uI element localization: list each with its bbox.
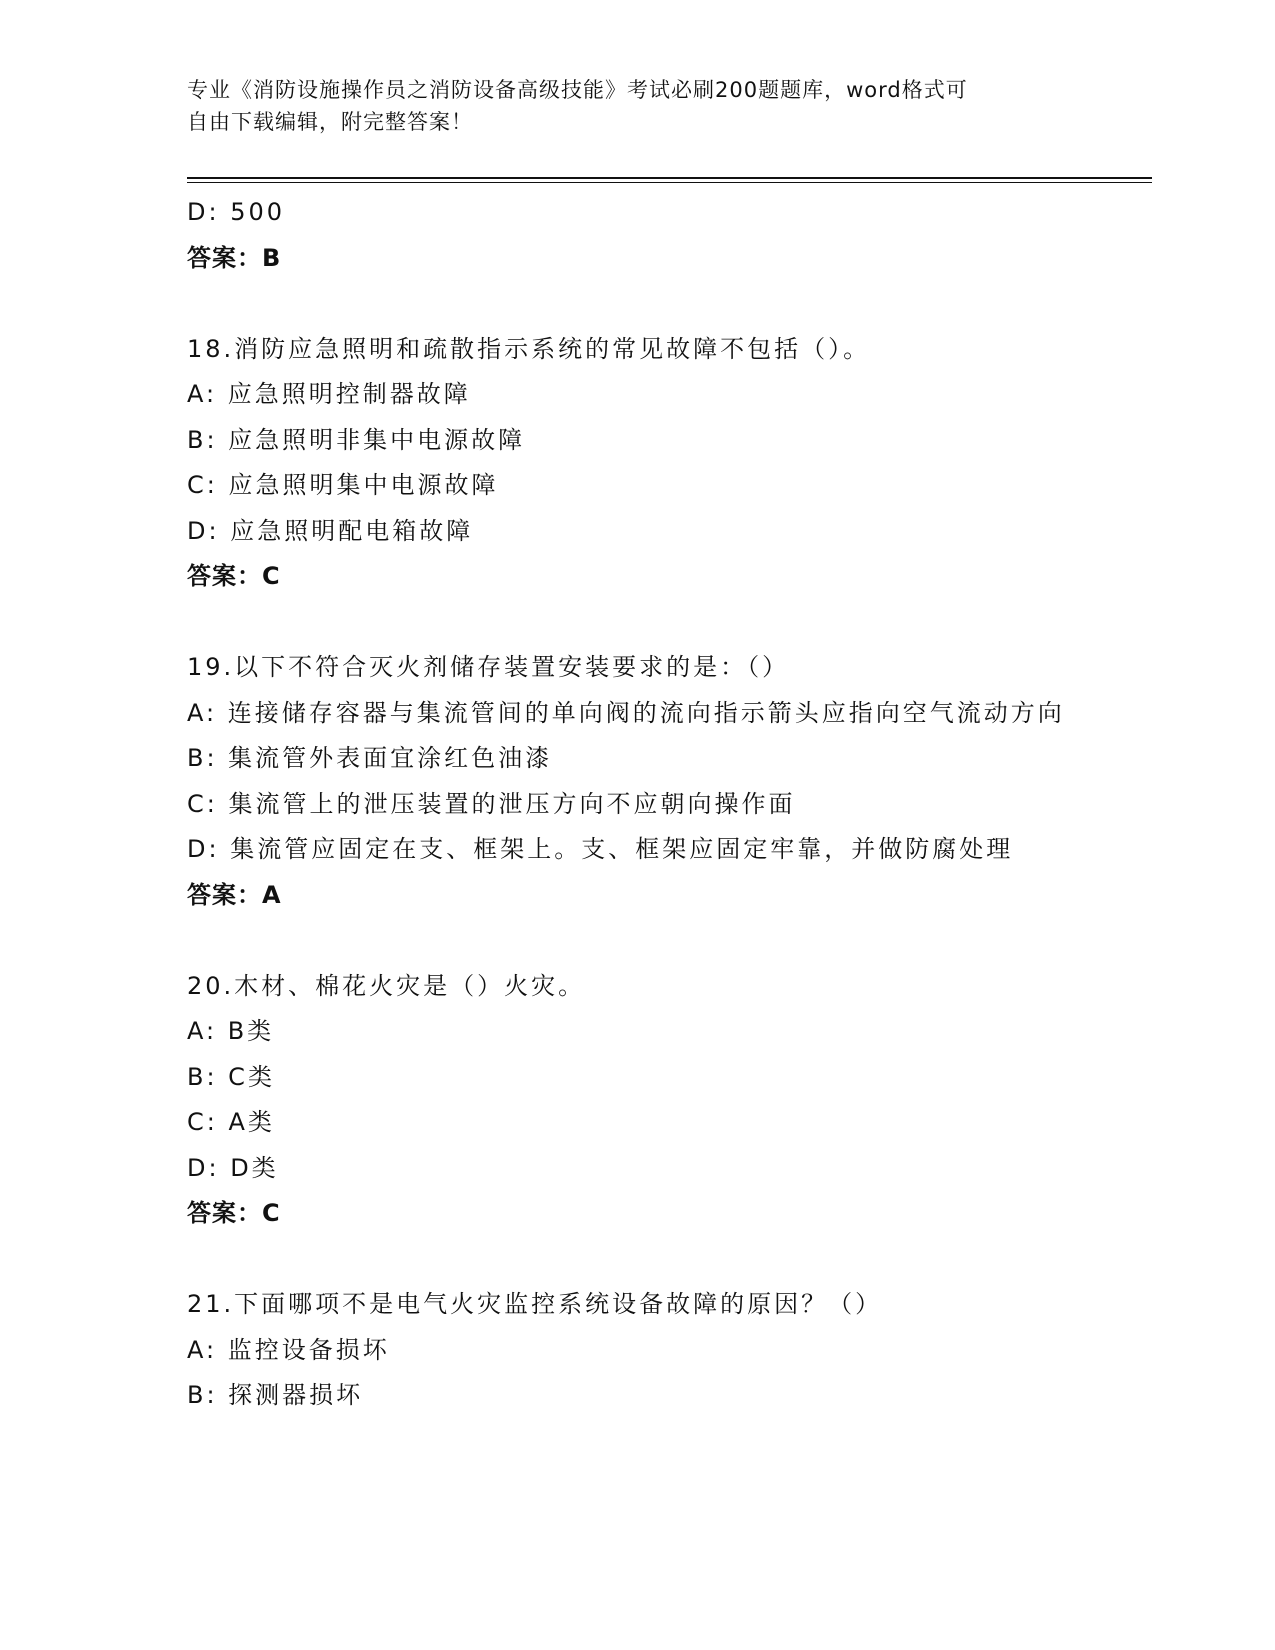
option-d: D: 应急照明配电箱故障 [187, 516, 474, 545]
option-b: B: 集流管外表面宜涂红色油漆 [187, 744, 553, 772]
question-stem: 20.木材、棉花火灾是（）火灾。 [187, 971, 586, 1000]
question-stem: 18.消防应急照明和疏散指示系统的常见故障不包括（）。 [187, 334, 871, 363]
spacer [187, 1237, 1087, 1283]
spacer [187, 918, 1087, 964]
option-a: A: B类 [187, 1017, 275, 1045]
previous-question-tail [187, 190, 1087, 281]
header-line-2: 自由下载编辑，附完整答案！ [187, 110, 473, 134]
page-header [187, 74, 1067, 138]
question-21 [187, 1282, 1087, 1419]
option-c: C: 应急照明集中电源故障 [187, 471, 499, 499]
answer-line: 答案：C [187, 562, 281, 590]
question-list [187, 190, 1087, 1419]
answer-line: 答案：C [187, 1199, 281, 1227]
option-a: A: 连接储存容器与集流管间的单向阀的流向指示箭头应指向空气流动方向 [187, 698, 1065, 727]
option-d: D: 集流管应固定在支、框架上。支、框架应固定牢靠，并做防腐处理 [187, 835, 1014, 863]
option-c: C: 集流管上的泄压装置的泄压方向不应朝向操作面 [187, 789, 796, 818]
answer-line: 答案：B [187, 243, 282, 272]
option-a: A: 应急照明控制器故障 [187, 380, 471, 408]
question-19 [187, 645, 1087, 918]
spacer [187, 281, 1087, 327]
spacer [187, 600, 1087, 646]
question-stem: 21.下面哪项不是电气火灾监控系统设备故障的原因？（） [187, 1290, 883, 1318]
question-20 [187, 964, 1087, 1237]
question-stem: 19.以下不符合灭火剂储存装置安装要求的是：（） [187, 653, 790, 681]
option-d: D: D类 [187, 1153, 279, 1182]
option-b: B: 探测器损坏 [187, 1381, 364, 1409]
answer-line: 答案：A [187, 880, 282, 909]
option-c: C: A类 [187, 1108, 275, 1136]
header-line-1: 专业《消防设施操作员之消防设备高级技能》考试必刷200题题库，word格式可 [187, 78, 968, 102]
header-rule-thick [187, 177, 1152, 179]
option-d: D: 500 [187, 198, 286, 226]
header-rule-thin [187, 182, 1152, 183]
question-18 [187, 327, 1087, 600]
option-b: B: 应急照明非集中电源故障 [187, 425, 526, 454]
option-a: A: 监控设备损坏 [187, 1335, 390, 1364]
option-b: B: C类 [187, 1062, 275, 1091]
